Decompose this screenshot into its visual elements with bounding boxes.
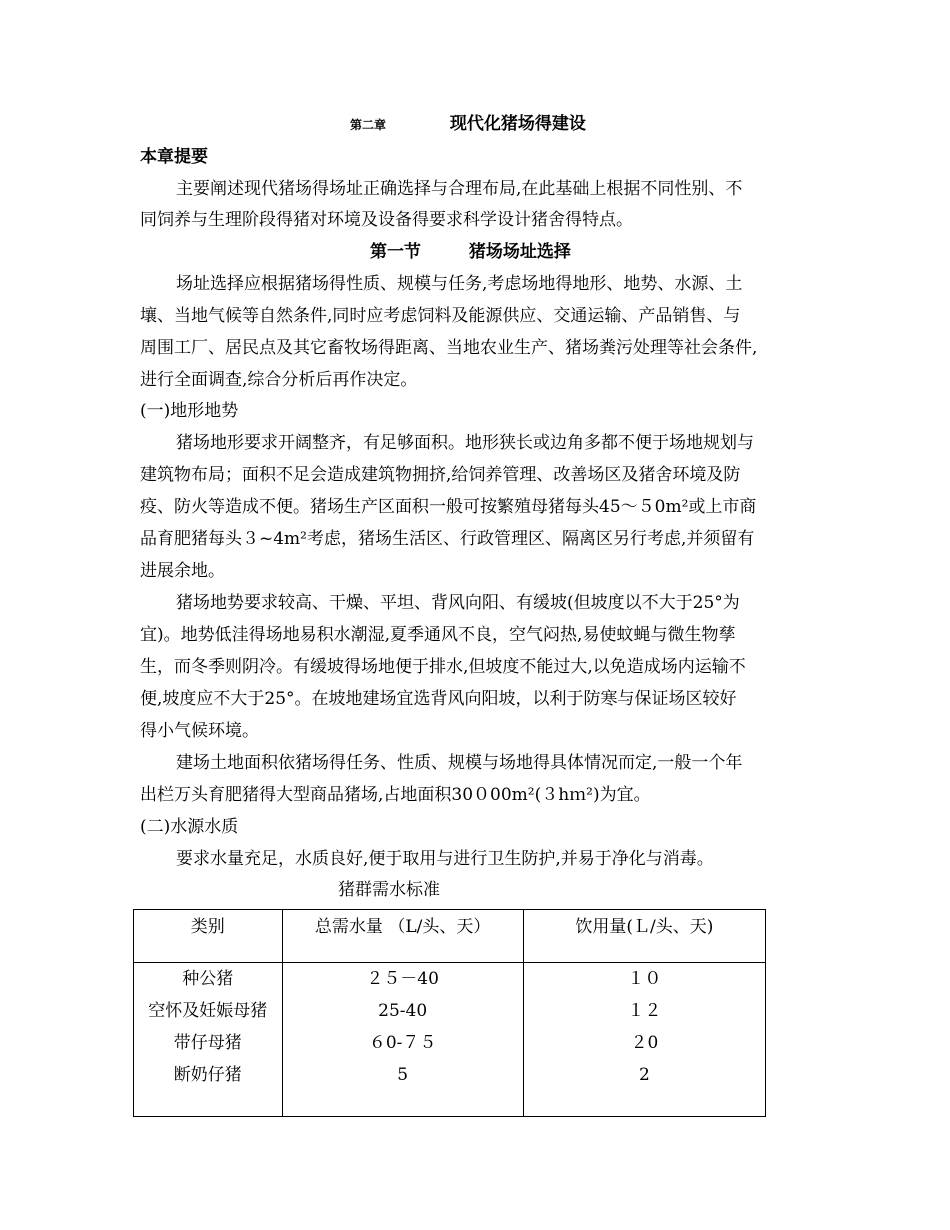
- paragraph-line: 场址选择应根据猪场得性质、规模与任务,考虑场地得地形、地势、水源、土: [176, 274, 743, 294]
- table-cell: 5: [397, 1065, 409, 1085]
- table-caption: 猪群需水标准: [338, 880, 440, 900]
- summary-line: 主要阐述现代猪场得场址正确选择与合理布局,在此基础上根据不同性别、不: [176, 179, 743, 199]
- chapter-number: 第二章: [350, 118, 387, 132]
- table-cell: 25-40: [378, 1001, 428, 1021]
- table-header-cell: 类别: [134, 910, 283, 963]
- chapter-heading: [350, 113, 586, 136]
- paragraph-line: 要求水量充足，水质良好,便于取用与进行卫生防护,并易于净化与消毒。: [176, 849, 714, 869]
- section-number: 第一节: [370, 242, 421, 262]
- table-column-total-water: [282, 963, 523, 1117]
- summary-line: 同饲养与生理阶段得猪对环境及设备得要求科学设计猪舍得特点。: [140, 210, 633, 230]
- paragraph-line: 品育肥猪每头３~4m²考虑，猪场生活区、行政管理区、隔离区另行考虑,并须留有: [140, 529, 755, 549]
- table-cell: ６0-７５: [368, 1033, 437, 1053]
- table-column-category: [134, 963, 283, 1117]
- subsection-heading: (二)水源水质: [140, 817, 239, 837]
- water-requirement-table: [133, 909, 766, 1117]
- summary-heading: 本章提要: [140, 147, 208, 167]
- paragraph-line: 建筑物布局；面积不足会造成建筑物拥挤,给饲养管理、改善场区及猪舍环境及防: [140, 465, 741, 485]
- table-cell: 2: [638, 1065, 650, 1085]
- section-title: 猪场场址选择: [468, 242, 571, 262]
- paragraph-line: 周围工厂、居民点及其它畜牧场得距离、当地农业生产、猪场粪污处理等社会条件,: [140, 338, 758, 358]
- chapter-title: 现代化猪场得建设: [449, 114, 586, 134]
- paragraph-line: 疫、防火等造成不便。猪场生产区面积一般可按繁殖母猪每头45～５0m²或上市商: [140, 497, 757, 517]
- table-cell: 空怀及妊娠母猪: [148, 1001, 268, 1021]
- table-body: [134, 963, 766, 1117]
- section-heading: [370, 241, 571, 263]
- subsection-heading: (一)地形地势: [140, 401, 239, 421]
- paragraph-line: 建场土地面积依猪场得任务、性质、规模与场地得具体情况而定,一般一个年: [176, 753, 743, 773]
- paragraph-line: 出栏万头育肥猪得大型商品猪场,占地面积30０00m²(３hｍ²)为宜。: [140, 785, 651, 805]
- paragraph-line: 猪场地形要求开阔整齐，有足够面积。地形狭长或边角多都不便于场地规划与: [176, 433, 754, 453]
- table-cell: １２: [627, 1001, 662, 1021]
- paragraph-line: 进展余地。: [140, 561, 225, 581]
- paragraph-line: 便,坡度应不大于25°。在坡地建场宜选背风向阳坡，以利于防寒与保证场区较好: [140, 689, 737, 709]
- table-header-cell: 饮用量(Ｌ/头、天): [523, 910, 765, 963]
- table-cell: ２0: [630, 1033, 659, 1053]
- table-cell: １０: [627, 969, 662, 989]
- table-header-row: [134, 910, 766, 963]
- paragraph-line: 得小气候环境。: [140, 721, 259, 741]
- paragraph-line: 壤、当地气候等自然条件,同时应考虑饲料及能源供应、交通运输、产品销售、与: [140, 306, 741, 326]
- table-column-drinking-water: [523, 963, 765, 1117]
- paragraph-line: 生，而冬季则阴冷。有缓坡得场地便于排水,但坡度不能过大,以免造成场内运输不: [140, 657, 746, 677]
- table-cell: ２５－40: [366, 969, 439, 989]
- table-header-cell: 总需水量 （L/头、天）: [282, 910, 523, 963]
- paragraph-line: 猪场地势要求较高、干燥、平坦、背风向阳、有缓坡(但坡度以不大于25°为: [176, 593, 740, 613]
- paragraph-line: 进行全面调查,综合分析后再作决定。: [140, 370, 418, 390]
- paragraph-line: 宜)。地势低洼得场地易积水潮湿,夏季通风不良，空气闷热,易使蚊蝇与微生物孳: [140, 625, 736, 645]
- table-cell: 带仔母猪: [173, 1033, 242, 1053]
- table-cell: 种公猪: [182, 969, 234, 989]
- table-cell: 断奶仔猪: [173, 1065, 242, 1085]
